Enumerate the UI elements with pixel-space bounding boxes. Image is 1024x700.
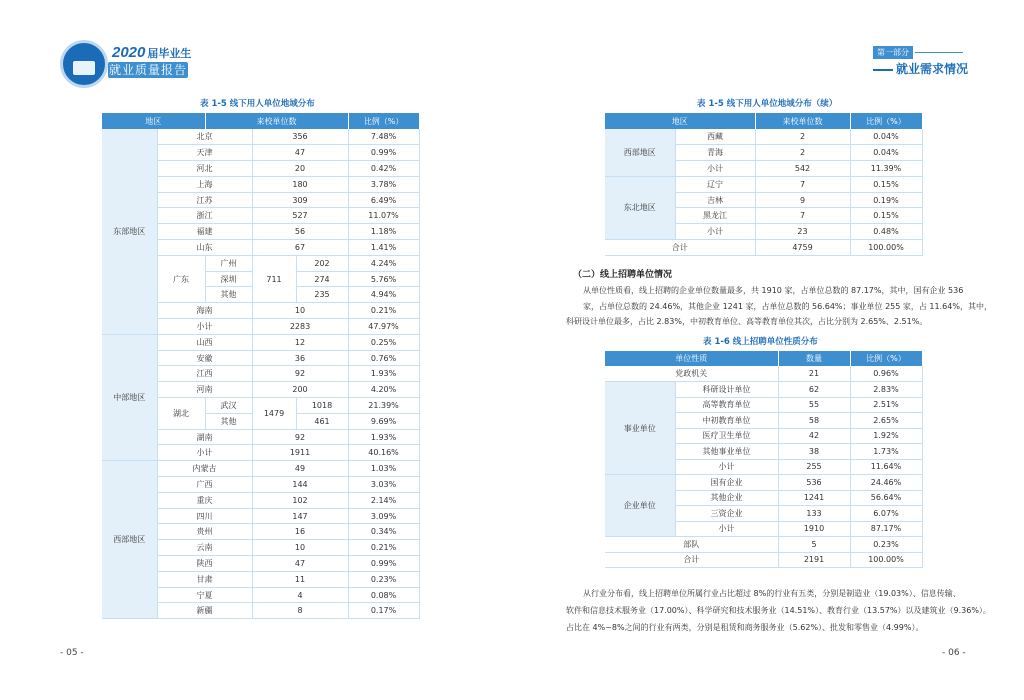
table-cell: 四川 <box>157 508 252 524</box>
table-cell: 1.18% <box>348 224 419 240</box>
table-cell: 40.16% <box>348 445 419 461</box>
table-cell: 47 <box>252 145 348 161</box>
table-cell: 山东 <box>157 240 252 256</box>
university-logo <box>60 40 108 88</box>
table-cell: 1911 <box>252 445 348 461</box>
table-cell: 山西 <box>157 334 252 350</box>
table-cell: 7 <box>755 176 850 192</box>
table-cell: 92 <box>252 366 348 382</box>
col-header-nature: 单位性质 <box>605 351 778 366</box>
col-header-count: 来校单位数 <box>205 113 348 129</box>
table-cell: 其他事业单位 <box>675 444 778 460</box>
table-cell: 其他 <box>205 413 252 429</box>
table-cell: 陕西 <box>157 556 252 572</box>
brand-year-suffix: 届毕业生 <box>147 48 192 60</box>
table-cell: 浙江 <box>157 208 252 224</box>
region-cell: 事业单位 <box>605 382 675 475</box>
table-cell: 11.07% <box>348 208 419 224</box>
table-cell: 47.97% <box>348 319 419 335</box>
title-dash <box>873 69 893 71</box>
table-cell: 87.17% <box>850 521 922 537</box>
table-cell: 55 <box>778 397 850 413</box>
table-caption-1-6: 表 1-6 线上招聘单位性质分布 <box>703 337 818 347</box>
table-caption-left: 表 1-5 线下用人单位地域分布 <box>200 99 315 109</box>
table-cell: 小计 <box>675 224 755 240</box>
table-cell: 56.64% <box>850 490 922 506</box>
table-cell: 9 <box>755 192 850 208</box>
table-cell: 4 <box>252 587 348 603</box>
table-cell: 711 <box>252 255 296 302</box>
table-cell: 24.46% <box>850 475 922 491</box>
brand-title: 就业质量报告 <box>108 63 187 77</box>
table-cell: 海南 <box>157 303 252 319</box>
table-cell: 青海 <box>675 145 755 161</box>
table-cell: 309 <box>252 192 348 208</box>
table-cell: 重庆 <box>157 492 252 508</box>
total-row <box>605 552 922 568</box>
col-header-count: 来校单位数 <box>755 113 850 129</box>
section-paragraph <box>566 283 992 330</box>
table-cell: 10 <box>252 540 348 556</box>
table-cell: 180 <box>252 176 348 192</box>
region-cell: 中部地区 <box>102 334 157 460</box>
nature-table <box>605 351 923 568</box>
table-row <box>605 382 922 398</box>
table-cell: 广西 <box>157 477 252 493</box>
table-cell: 11.39% <box>850 161 922 177</box>
table-cell: 深圳 <box>205 271 252 287</box>
region-cell: 企业单位 <box>605 475 675 537</box>
table-cell: 147 <box>252 508 348 524</box>
table-cell: 102 <box>252 492 348 508</box>
table-cell: 2283 <box>252 319 348 335</box>
table-cell: 7 <box>755 208 850 224</box>
section-heading: （二）线上招聘单位情况 <box>573 270 673 280</box>
table-cell: 67 <box>252 240 348 256</box>
table-cell: 吉林 <box>675 192 755 208</box>
table-cell: 3.09% <box>348 508 419 524</box>
table-cell: 2 <box>755 145 850 161</box>
table-cell: 湖南 <box>157 429 252 445</box>
region-table-right <box>605 113 923 256</box>
table-row <box>605 537 922 553</box>
table-cell: 合计 <box>605 240 755 256</box>
table-cell: 西藏 <box>675 129 755 145</box>
table-cell: 0.21% <box>348 303 419 319</box>
table-cell: 湖北 <box>157 398 205 430</box>
table-cell: 上海 <box>157 176 252 192</box>
table-cell: 133 <box>778 506 850 522</box>
table-cell: 255 <box>778 459 850 475</box>
table-cell: 356 <box>252 129 348 145</box>
table-cell: 2 <box>755 129 850 145</box>
col-header-region: 地区 <box>605 113 755 129</box>
para-line: 软件和信息技术服务业（17.00%）、科学研究和技术服务业（14.51%）、教育行业（13.57%）以及建筑业（9.36%）。 <box>566 606 991 615</box>
table-cell: 黑龙江 <box>675 208 755 224</box>
table-cell: 北京 <box>157 129 252 145</box>
table-cell: 科研设计单位 <box>675 382 778 398</box>
table-cell: 小计 <box>675 161 755 177</box>
table-row <box>605 475 922 491</box>
total-row <box>605 240 922 256</box>
table-cell: 0.99% <box>348 145 419 161</box>
table-cell: 高等教育单位 <box>675 397 778 413</box>
table-cell: 1241 <box>778 490 850 506</box>
table-cell: 62 <box>778 382 850 398</box>
table-cell: 2.65% <box>850 413 922 429</box>
table-cell: 1.93% <box>348 366 419 382</box>
table-cell: 0.76% <box>348 350 419 366</box>
table-cell: 6.07% <box>850 506 922 522</box>
industry-paragraph <box>566 585 991 636</box>
table-cell: 1479 <box>252 398 296 430</box>
table-cell: 内蒙古 <box>157 461 252 477</box>
table-cell: 527 <box>252 208 348 224</box>
table-cell: 2.51% <box>850 397 922 413</box>
table-cell: 202 <box>296 255 348 271</box>
table-cell: 河北 <box>157 161 252 177</box>
table-cell: 4.24% <box>348 255 419 271</box>
para-line: 占比在 4%~8%之间的行业有两类，分别是租赁和商务服务业（5.62%）、批发和零售业（4.99%）。 <box>566 623 924 632</box>
region-cell: 西部地区 <box>102 461 157 619</box>
table-cell: 江西 <box>157 366 252 382</box>
table-row <box>605 366 922 382</box>
table-row <box>605 176 922 192</box>
table-cell: 4.94% <box>348 287 419 303</box>
table-cell: 6.49% <box>348 192 419 208</box>
table-cell: 0.42% <box>348 161 419 177</box>
section-title-text: 就业需求情况 <box>896 62 969 76</box>
table-cell: 广东 <box>157 255 205 302</box>
table-cell: 9.69% <box>348 413 419 429</box>
table-cell: 10 <box>252 303 348 319</box>
para-line: 从单位性质看，线上招聘的企业单位数量最多，共 1910 家，占单位总数的 87.17%，其中，国有企业 536 <box>583 286 964 295</box>
table-cell: 新疆 <box>157 603 252 619</box>
table-cell: 92 <box>252 429 348 445</box>
table-cell: 武汉 <box>205 398 252 414</box>
table-row <box>605 129 922 145</box>
brand-year: 2020 届毕业生 <box>112 44 192 61</box>
col-header-pct: 比例（%） <box>850 351 922 366</box>
table-cell: 1910 <box>778 521 850 537</box>
table-cell: 三资企业 <box>675 506 778 522</box>
table-cell: 1.41% <box>348 240 419 256</box>
table-cell: 甘肃 <box>157 571 252 587</box>
table-row <box>102 461 419 477</box>
table-cell: 7.48% <box>348 129 419 145</box>
table-cell: 36 <box>252 350 348 366</box>
table-cell: 福建 <box>157 224 252 240</box>
table-row <box>102 334 419 350</box>
table-cell: 1018 <box>296 398 348 414</box>
table-caption-right: 表 1-5 线下用人单位地域分布（续） <box>697 99 838 109</box>
table-cell: 宁夏 <box>157 587 252 603</box>
table-cell: 安徽 <box>157 350 252 366</box>
para-line: 家，占单位总数的 24.46%，其他企业 1241 家，占单位总数的 56.64%；事业单位 255 家，占 11.64%，其中， <box>583 301 992 311</box>
table-cell: 100.00% <box>850 240 922 256</box>
table-cell: 42 <box>778 428 850 444</box>
table-cell: 461 <box>296 413 348 429</box>
table-cell: 0.08% <box>348 587 419 603</box>
table-cell: 0.99% <box>348 556 419 572</box>
col-header-region: 地区 <box>102 113 205 129</box>
table-cell: 235 <box>296 287 348 303</box>
table-cell: 47 <box>252 556 348 572</box>
table-cell: 4.20% <box>348 382 419 398</box>
table-cell: 0.15% <box>850 176 922 192</box>
table-cell: 合计 <box>605 552 778 568</box>
table-cell: 542 <box>755 161 850 177</box>
table-cell: 小计 <box>675 459 778 475</box>
table-cell: 小计 <box>675 521 778 537</box>
table-cell: 0.23% <box>348 571 419 587</box>
table-cell: 国有企业 <box>675 475 778 491</box>
table-cell: 3.03% <box>348 477 419 493</box>
table-cell: 0.23% <box>850 537 922 553</box>
table-cell: 0.48% <box>850 224 922 240</box>
table-cell: 58 <box>778 413 850 429</box>
table-cell: 0.17% <box>348 603 419 619</box>
region-cell: 东部地区 <box>102 129 157 334</box>
table-cell: 56 <box>252 224 348 240</box>
table-cell: 0.19% <box>850 192 922 208</box>
table-cell: 12 <box>252 334 348 350</box>
table-cell: 1.93% <box>348 429 419 445</box>
col-header-pct: 比例（%） <box>850 113 922 129</box>
table-cell: 贵州 <box>157 524 252 540</box>
table-cell: 河南 <box>157 382 252 398</box>
table-cell: 小计 <box>157 445 252 461</box>
table-cell: 8 <box>252 603 348 619</box>
table-row <box>102 129 419 145</box>
para-line: 科研设计单位最多，占比 2.83%，中初教育单位、高等教育单位其次，占比分别为 2.65%、2.51%。 <box>566 317 928 326</box>
table-cell: 0.04% <box>850 129 922 145</box>
table-cell: 21 <box>778 366 850 382</box>
table-cell: 天津 <box>157 145 252 161</box>
table-cell: 中初教育单位 <box>675 413 778 429</box>
table-cell: 5 <box>778 537 850 553</box>
table-cell: 11.64% <box>850 459 922 475</box>
table-cell: 0.96% <box>850 366 922 382</box>
table-cell: 100.00% <box>850 552 922 568</box>
region-cell: 东北地区 <box>605 176 675 239</box>
table-cell: 0.04% <box>850 145 922 161</box>
col-header-pct: 比例（%） <box>348 113 419 129</box>
table-cell: 2.14% <box>348 492 419 508</box>
table-cell: 3.78% <box>348 176 419 192</box>
table-cell: 0.25% <box>348 334 419 350</box>
table-cell: 21.39% <box>348 398 419 414</box>
table-cell: 144 <box>252 477 348 493</box>
table-cell: 1.73% <box>850 444 922 460</box>
page-number-right: - 06 - <box>942 648 966 658</box>
table-cell: 16 <box>252 524 348 540</box>
region-cell: 西部地区 <box>605 129 675 176</box>
page-number-left: - 05 - <box>60 648 84 658</box>
table-cell: 0.15% <box>850 208 922 224</box>
table-cell: 云南 <box>157 540 252 556</box>
table-cell: 274 <box>296 271 348 287</box>
table-cell: 广州 <box>205 255 252 271</box>
header-divider <box>915 52 963 53</box>
table-cell: 其他 <box>205 287 252 303</box>
table-cell: 1.03% <box>348 461 419 477</box>
table-cell: 20 <box>252 161 348 177</box>
table-cell: 11 <box>252 571 348 587</box>
table-cell: 0.21% <box>348 540 419 556</box>
section-part-label: 第一部分 <box>873 46 913 59</box>
table-cell: 1.92% <box>850 428 922 444</box>
table-cell: 其他企业 <box>675 490 778 506</box>
table-cell: 医疗卫生单位 <box>675 428 778 444</box>
col-header-count: 数量 <box>778 351 850 366</box>
table-cell: 536 <box>778 475 850 491</box>
table-cell: 辽宁 <box>675 176 755 192</box>
table-cell: 4759 <box>755 240 850 256</box>
region-table-left <box>102 113 420 619</box>
table-cell: 38 <box>778 444 850 460</box>
table-cell: 江苏 <box>157 192 252 208</box>
table-cell: 2.83% <box>850 382 922 398</box>
table-cell: 党政机关 <box>605 366 778 382</box>
table-cell: 200 <box>252 382 348 398</box>
table-cell: 小计 <box>157 319 252 335</box>
table-cell: 部队 <box>605 537 778 553</box>
table-cell: 5.76% <box>348 271 419 287</box>
section-title <box>873 60 968 77</box>
para-line: 从行业分布看，线上招聘单位所属行业占比超过 8%的行业有五类，分别是制造业（19.03%）、信息传输、 <box>583 589 961 598</box>
table-cell: 2191 <box>778 552 850 568</box>
table-cell: 0.34% <box>348 524 419 540</box>
table-cell: 49 <box>252 461 348 477</box>
table-cell: 23 <box>755 224 850 240</box>
